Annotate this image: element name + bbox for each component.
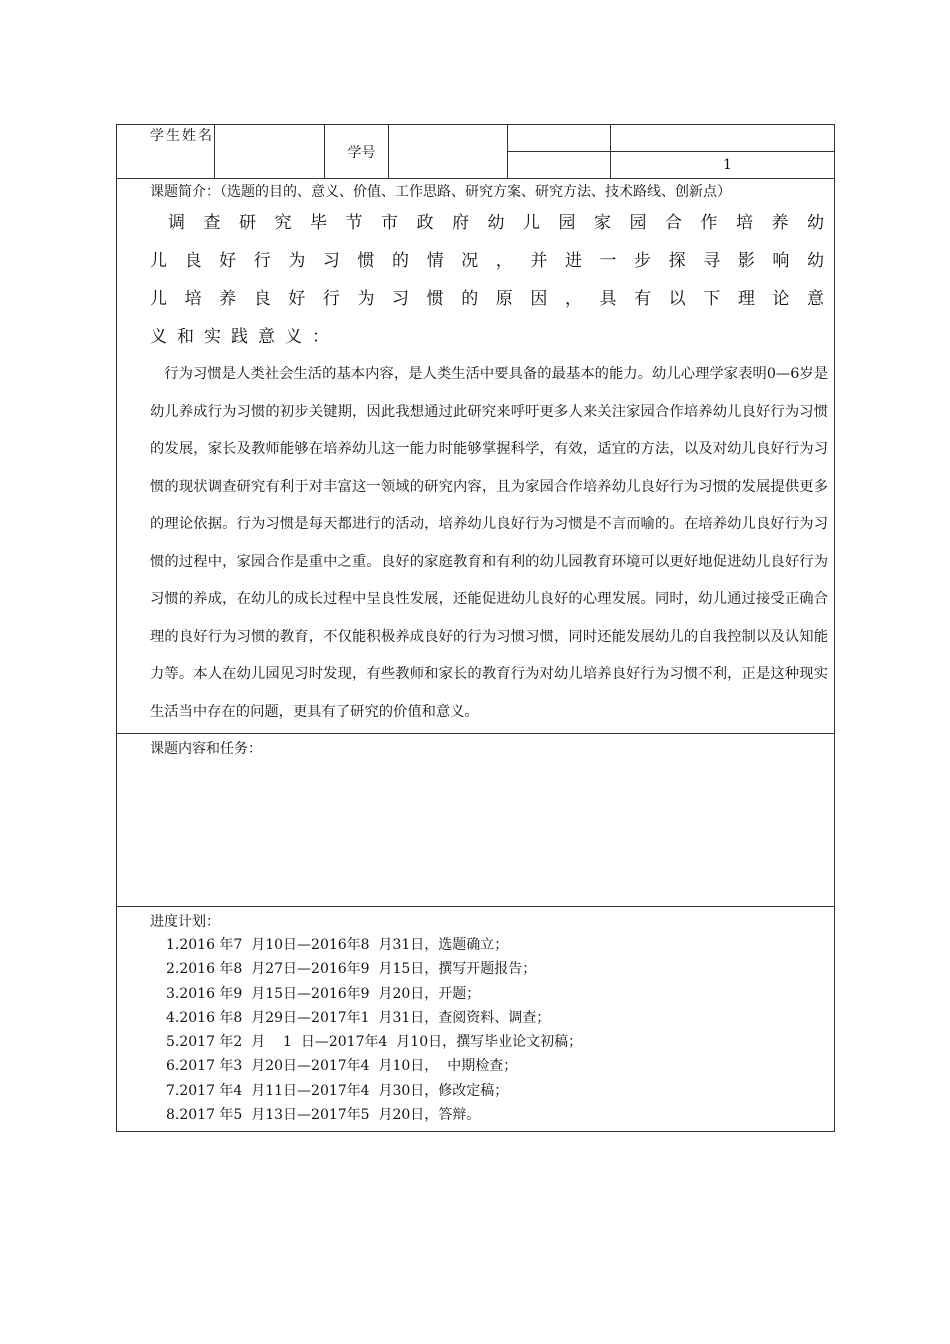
schedule-section <box>117 907 835 1132</box>
schedule-item: 5.2017 年2 月 1 日—2017年4 月10日，撰写毕业论文初稿； <box>166 1034 583 1051</box>
blank-cell <box>611 125 835 152</box>
blank-cell <box>508 152 611 179</box>
spaced-line: 儿良好行为习惯的情况，并进一步探寻影响幼 <box>150 251 828 271</box>
intro-spaced-block <box>150 204 828 242</box>
student-id-field <box>389 125 508 179</box>
schedule-item: 6.2017 年3 月20日—2017年4 月10日， 中期检查； <box>166 1058 518 1075</box>
spaced-line: 儿培养良好行为习惯的原因，具有以下理论意 <box>150 289 828 309</box>
schedule-row <box>117 907 835 1132</box>
blank-cell <box>508 125 611 152</box>
schedule-item: 8.2017 年5 月13日—2017年5 月20日，答辩。 <box>166 1107 481 1124</box>
intro-title: 课题简介：（选题的目的、意义、价值、工作思路、研究方案、研究方法、技术路线、创新点） <box>150 184 731 200</box>
schedule-title: 进度计划： <box>150 914 220 930</box>
proposal-form <box>116 124 834 1132</box>
student-name-field <box>215 125 325 179</box>
intro-row <box>117 179 835 734</box>
spaced-line: 调查研究毕节市政府幼儿园家园合作培养幼 <box>168 213 828 233</box>
schedule-item: 3.2016 年9 月15日—2016年9 月20日，开题； <box>166 985 481 1002</box>
content-row <box>117 734 835 907</box>
schedule-item: 1.2016 年7 月10日—2016年8 月31日，选题确立； <box>166 937 509 953</box>
schedule-item: 7.2017 年4 月11日—2017年4 月30日，修改定稿； <box>166 1082 509 1099</box>
schedule-item: 4.2016 年8 月29日—2017年1 月31日，查阅资料、调查； <box>166 1009 551 1026</box>
schedule-item: 2.2016 年8 月27日—2016年9 月15日，撰写开题报告； <box>166 961 537 978</box>
intro-body: 行为习惯是人类社会生活的基本内容，是人类生活中要具备的最基本的能力。幼儿心理学家表明0—6岁是幼儿养成行为习惯的初步关键期，因此我想通过此研究来呼吁更多人来关注家园合作培养幼儿良好行为习惯的发展，家长及教师能够在培养幼儿这一能力时能够掌握科学，有效，适宜的方法，以及对幼儿良好行为习惯的现状调查研究有利于对丰富这一领域的研究内容，且为家园合作培养幼儿良好行为习惯的发展提供更多的理论依据。行为习惯是每天都进行的活动，培养幼儿良好行为习惯是不言而喻的。在培养幼儿良好行为习惯的过程中，家园合作是重中之重。良好的家庭教育和有利的幼儿园教育环境可以更好地促进幼儿良好行为习惯的养成，在幼儿的成长过程中呈良性发展，还能促进幼儿良好的心理发展。同时，幼儿通过接受正确合理的良好行为习惯的教育，不仅能积极养成良好的行为习惯习惯，同时还能发展幼儿的自我控制以及认知能力等。本人在幼儿园见习时发现，有些教师和家长的教育行为对幼儿培养良好行为习惯不利，正是这种现实生活当中存在的问题，更具有了研究的价值和意义。 <box>150 366 829 720</box>
form-table <box>116 124 835 1132</box>
header-row <box>117 125 835 152</box>
page-number: 1 <box>611 152 835 179</box>
spaced-line: 义和实践意义： <box>150 327 339 347</box>
student-name-label: 学生姓名 <box>117 125 215 179</box>
content-section <box>117 734 835 907</box>
student-id-label: 学号 <box>325 125 389 179</box>
intro-section <box>117 179 835 734</box>
content-title: 课题内容和任务： <box>150 741 262 757</box>
